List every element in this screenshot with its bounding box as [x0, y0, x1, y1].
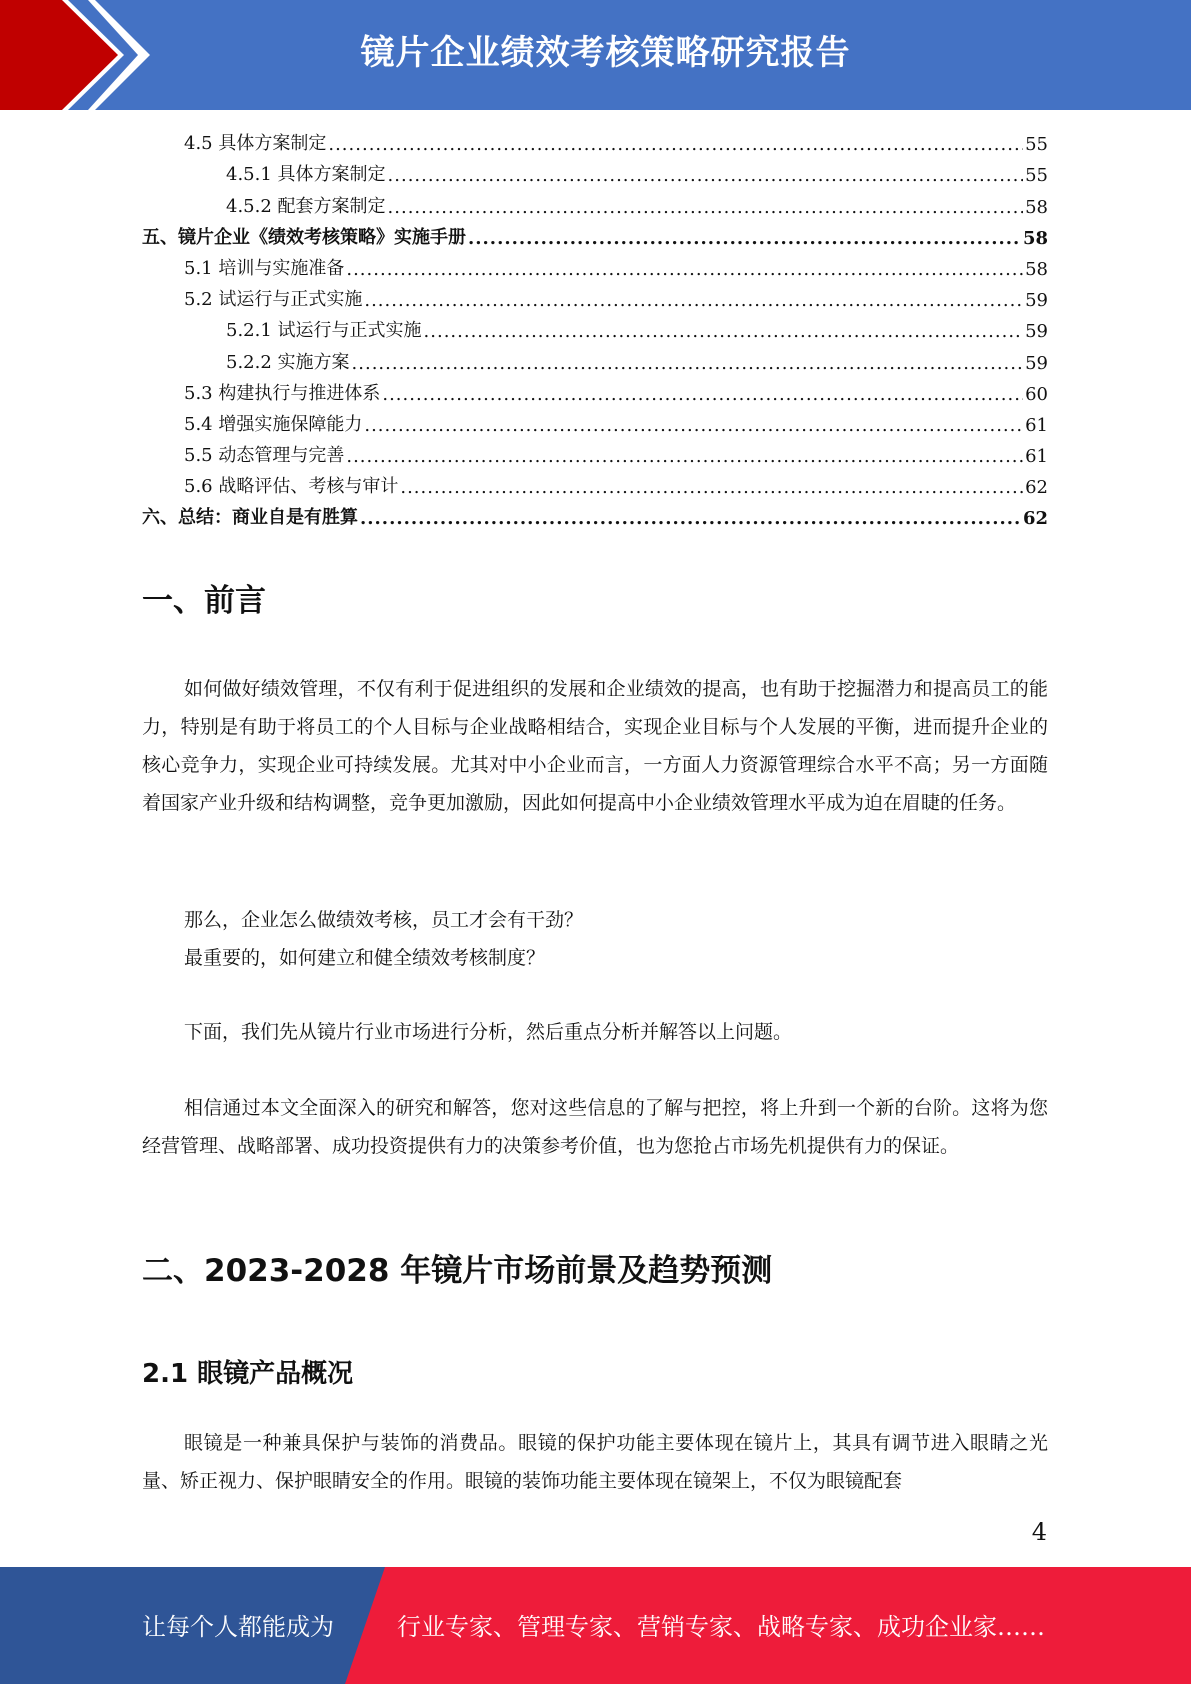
toc-dot-leader	[328, 134, 1023, 158]
toc-entry-page: 55	[1025, 165, 1048, 187]
toc-entry[interactable]	[142, 408, 1048, 439]
toc-entry[interactable]	[142, 127, 1048, 158]
toc-entry[interactable]	[142, 470, 1048, 501]
preface-question-2: 最重要的，如何建立和健全绩效考核制度？	[184, 947, 546, 969]
toc-entry[interactable]	[142, 283, 1048, 314]
toc-entry-label: 5.2 试运行与正式实施	[184, 289, 363, 311]
toc-entry-label: 4.5.2 配套方案制定	[226, 195, 386, 217]
document-title: 镜片企业绩效考核策略研究报告	[360, 33, 851, 73]
toc-entry-page: 59	[1025, 352, 1048, 374]
toc-entry-page: 58	[1025, 196, 1048, 218]
toc-entry-page: 61	[1025, 414, 1048, 436]
toc-entry-label: 5.4 增强实施保障能力	[184, 413, 363, 435]
toc-entry-page: 58	[1022, 227, 1048, 249]
toc-entry-label: 六、总结：商业自是有胜算	[142, 507, 358, 529]
toc-dot-leader	[346, 259, 1023, 283]
page-footer	[0, 1567, 1191, 1684]
toc-entry-page: 62	[1025, 477, 1048, 499]
toc-entry-page: 55	[1025, 134, 1048, 156]
table-of-contents	[142, 127, 1048, 532]
toc-dot-leader	[388, 165, 1024, 189]
toc-dot-leader	[424, 321, 1024, 345]
toc-entry-page: 58	[1025, 258, 1048, 280]
toc-entry-label: 4.5.1 具体方案制定	[226, 164, 386, 186]
footer-slogan-left: 让每个人都能成为	[142, 1613, 334, 1641]
toc-dot-leader	[468, 228, 1021, 252]
toc-dot-leader	[388, 197, 1024, 221]
toc-entry[interactable]	[142, 314, 1048, 345]
preface-paragraph-1: 如何做好绩效管理，不仅有利于促进组织的发展和企业绩效的提高，也有助于挖掘潜力和提高员工的能力，特别是有助于将员工的个人目标与企业战略相结合，实现企业目标与个人发展的平衡，进而提升企业的核心竞争力，实现企业可持续发展。尤其对中小企业而言，一方面人力资源管理综合水平不高；另一方面随着国家产业升级和结构调整，竞争更加激励，因此如何提高中小企业绩效管理水平成为迫在眉睫的任务。	[142, 678, 1048, 814]
preface-paragraph-2: 下面，我们先从镜片行业市场进行分析，然后重点分析并解答以上问题。	[184, 1021, 793, 1043]
toc-entry-label: 5.2.1 试运行与正式实施	[226, 320, 422, 342]
toc-entry[interactable]	[142, 221, 1048, 252]
toc-dot-leader	[400, 477, 1023, 501]
toc-entry[interactable]	[142, 439, 1048, 470]
toc-dot-leader	[352, 353, 1024, 377]
toc-entry-label: 五、镜片企业《绩效考核策略》实施手册	[142, 226, 466, 248]
footer-slogan-right: 行业专家、管理专家、营销专家、战略专家、成功企业家……	[397, 1613, 1045, 1641]
toc-entry[interactable]	[142, 189, 1048, 220]
toc-dot-leader	[346, 446, 1023, 470]
page-header	[0, 0, 1191, 110]
section-heading-market-forecast: 二、2023-2028 年镜片市场前景及趋势预测	[142, 1253, 773, 1289]
glasses-overview-paragraph: 眼镜是一种兼具保护与装饰的消费品。眼镜的保护功能主要体现在镜片上，其具有调节进入眼睛之光量、矫正视力、保护眼睛安全的作用。眼镜的装饰功能主要体现在镜架上，不仅为眼镜配套	[142, 1432, 1048, 1492]
toc-entry-page: 59	[1025, 321, 1048, 343]
toc-entry-page: 62	[1022, 508, 1048, 530]
subsection-heading-glasses-overview: 2.1 眼镜产品概况	[142, 1359, 354, 1389]
toc-entry-label: 5.5 动态管理与完善	[184, 445, 345, 467]
toc-dot-leader	[360, 508, 1021, 532]
toc-entry-label: 5.2.2 实施方案	[226, 351, 350, 373]
toc-entry-label: 5.3 构建执行与推进体系	[184, 382, 381, 404]
preface-paragraph-3: 相信通过本文全面深入的研究和解答，您对这些信息的了解与把控，将上升到一个新的台阶。这将为您经营管理、战略部署、成功投资提供有力的决策参考价值，也为您抢占市场先机提供有力的保证。	[142, 1097, 1048, 1157]
toc-entry-page: 60	[1025, 383, 1048, 405]
toc-entry-page: 61	[1025, 446, 1048, 468]
toc-entry[interactable]	[142, 377, 1048, 408]
toc-entry-page: 59	[1025, 290, 1048, 312]
toc-dot-leader	[364, 290, 1023, 314]
toc-entry[interactable]	[142, 345, 1048, 376]
toc-entry[interactable]	[142, 501, 1048, 532]
toc-entry[interactable]	[142, 252, 1048, 283]
toc-entry[interactable]	[142, 158, 1048, 189]
page-number: 4	[1031, 1518, 1047, 1546]
preface-question-1: 那么，企业怎么做绩效考核，员工才会有干劲？	[184, 909, 584, 931]
toc-entry-label: 5.6 战略评估、考核与审计	[184, 476, 399, 498]
toc-dot-leader	[382, 384, 1023, 408]
toc-entry-label: 5.1 培训与实施准备	[184, 257, 345, 279]
toc-dot-leader	[364, 415, 1023, 439]
section-heading-preface: 一、前言	[142, 583, 266, 619]
toc-entry-label: 4.5 具体方案制定	[184, 133, 327, 155]
